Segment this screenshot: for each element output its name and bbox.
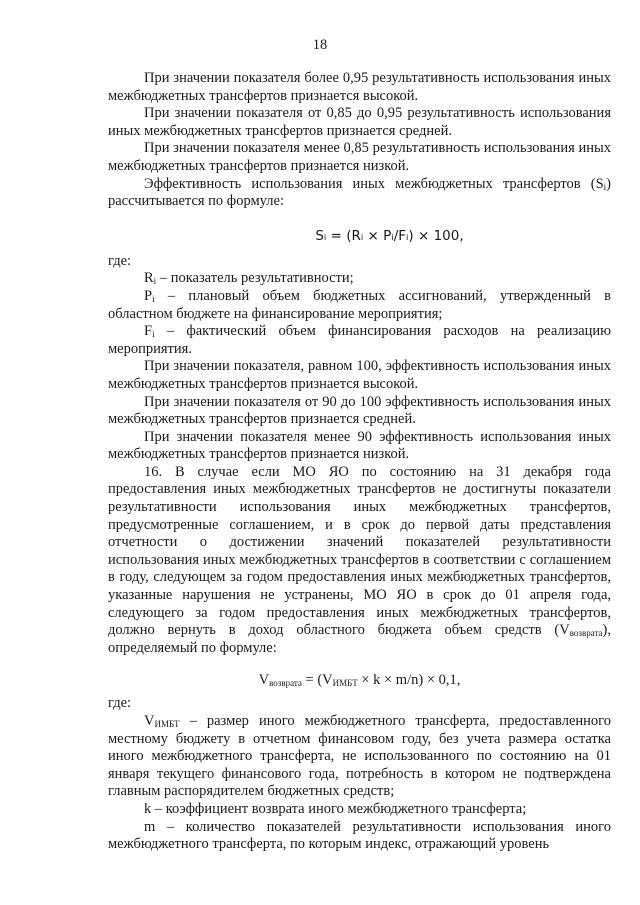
efficiency-intro-subscript: i xyxy=(603,181,607,192)
document-body xyxy=(108,70,611,854)
definition-r xyxy=(108,270,611,288)
r-symbol: R xyxy=(144,270,154,287)
where-label-1: где: xyxy=(108,252,132,269)
paragraph-efficiency-high: При значении показателя, равном 100, эффективность использования иных межбюджетных трансфертов признается высокой. xyxy=(108,358,611,392)
refund-formula xyxy=(108,671,611,689)
definition-k: k – коэффициент возврата иного межбюджетного трансферта; xyxy=(144,800,527,817)
paragraph-efficiency-low: При значении показателя менее 90 эффективность использования иных межбюджетных трансфертов признается низкой. xyxy=(108,428,611,463)
paragraph-item-16 xyxy=(108,464,611,658)
page-number: 18 xyxy=(312,37,328,53)
f-description: – фактический объем финансирования расходов на реализацию мероприятия. xyxy=(108,323,611,357)
r-description: – показатель результативности; xyxy=(156,270,354,287)
paragraph-efficiency-medium: При значении показателя от 90 до 100 эффективность использования иных межбюджетных трансфертов признается средней. xyxy=(108,393,611,428)
efficiency-formula: Sᵢ = (Rᵢ × Pᵢ/Fᵢ) × 100, xyxy=(315,227,464,244)
p-subscript: i xyxy=(152,293,155,304)
refund-formula-sub-return: возврата xyxy=(269,678,302,689)
f-subscript: i xyxy=(152,329,155,340)
v-description: – размер иного межбюджетного трансферта, предоставленного местному бюджету в отчетном финансовом году, без учета размера остатка иного межбюджетного трансферта, не использованного по состоянию на 01 января текущего финансового года, потребность в котором не подтверждена главным распорядителем бюджетных средств; xyxy=(108,713,611,800)
item-16-text-b: ), определяемый по формуле: xyxy=(108,622,611,656)
f-symbol: F xyxy=(144,323,153,340)
item-16-subscript: возврата xyxy=(569,628,603,639)
definition-v-imbt xyxy=(108,713,611,801)
paragraph-efficiency-intro xyxy=(108,176,611,211)
efficiency-intro-text-b: ) рассчитывается по формуле: xyxy=(108,175,611,210)
refund-formula-mid: = (V xyxy=(301,672,333,689)
definition-p xyxy=(108,288,611,323)
where-label-2: где: xyxy=(108,695,132,712)
item-16-text-a: 16. В случае если МО ЯО по состоянию на 31 декабря года предоставления иных межбюджетных трансфертов не достигнуты показатели результативности использования иных межбюджетных трансфертов, предусмотренные соглашением, и в срок до первой даты представления отчетности о достижении значений показателей результативности использования иных межбюджетных трансфертов в соответствии с соглашением в году, следующем за годом предоставления иных межбюджетных трансфертов, указанные нарушения не устранены, МО ЯО в срок до 01 апреля года, следующего за годом предоставления иных межбюджетных трансфертов, должно вернуть в доход областного бюджета объем средств (V xyxy=(108,463,611,639)
efficiency-intro-text-a: Эффективность использования иных межбюджетных трансфертов (S xyxy=(144,175,604,192)
p-description: – плановый объем бюджетных ассигнований, утвержденный в областном бюджете на финансирование мероприятия; xyxy=(108,287,611,322)
refund-formula-v: V xyxy=(258,672,270,689)
paragraph-low-result: При значении показателя менее 0,85 результативность использования иных межбюджетных трансфертов признается низкой. xyxy=(108,140,611,174)
definition-f xyxy=(108,323,611,358)
paragraph-high-result: При значении показателя более 0,95 результативность использования иных межбюджетных трансфертов признается высокой. xyxy=(108,70,611,104)
p-symbol: P xyxy=(144,287,153,304)
refund-formula-sub-imbt: ИМБТ xyxy=(332,678,358,689)
v-subscript: ИМБТ xyxy=(154,719,180,729)
paragraph-medium-result: При значении показателя от 0,85 до 0,95 результативность использования иных межбюджетных трансфертов признается средней. xyxy=(108,105,611,139)
v-symbol: V xyxy=(144,713,155,729)
definition-m: m – количество показателей результативности использования иного межбюджетного трансферта, по которым индекс, отражающий уровень xyxy=(108,818,611,853)
refund-formula-end: × k × m/n) × 0,1, xyxy=(357,672,461,689)
r-subscript: i xyxy=(153,276,157,287)
